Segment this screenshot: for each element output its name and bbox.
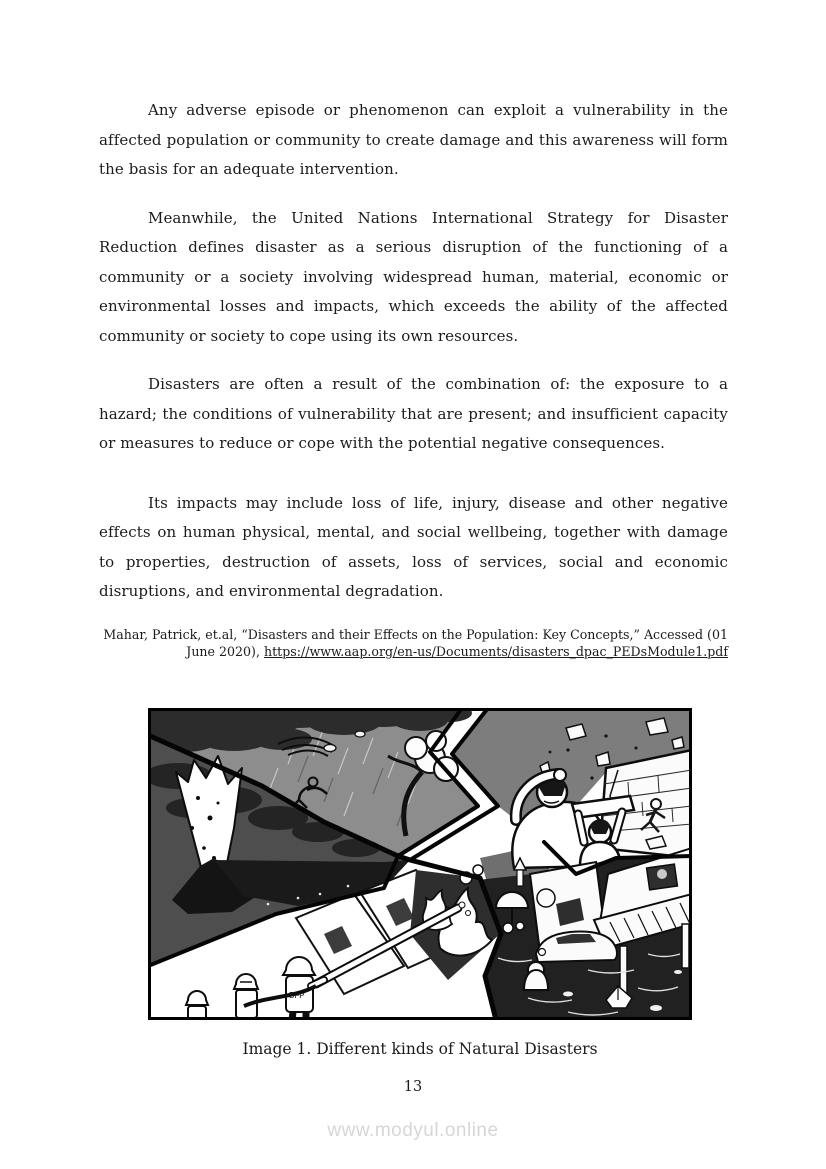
watermark: www.modyul.online bbox=[327, 1120, 499, 1141]
citation-line1: Mahar, Patrick, et.al, “Disasters and their Effects on the Population: Key Concepts,” Accessed (01 bbox=[103, 626, 728, 642]
paragraph-3: Disasters are often a result of the combination of: the exposure to a hazard; the conditions of vulnerability that are present; and insufficient capacity or measures to reduce or cope with the potential negative consequences. bbox=[99, 375, 728, 452]
disaster-collage-figure bbox=[148, 708, 692, 1020]
bfp-jacket-label: BFP bbox=[289, 991, 305, 1000]
paragraph-4: Its impacts may include loss of life, injury, disease and other negative effects on human physical, mental, and social wellbeing, together with damage to properties, destruction of assets, loss of services, social and economic disruptions, and environmental degradation. bbox=[99, 493, 728, 600]
paragraph-2: Meanwhile, the United Nations International Strategy for Disaster Reduction defines disaster as a serious disruption of the functioning of a community or a society involving widespread human, material, economic or environmental losses and impacts, which exceeds the ability of the affected community or society to cope using its own resources. bbox=[99, 208, 728, 345]
citation-line2-prefix: June 2020), bbox=[186, 644, 264, 659]
text-column bbox=[99, 96, 728, 661]
citation bbox=[99, 626, 728, 661]
image-caption: Image 1. Different kinds of Natural Disasters bbox=[242, 1040, 598, 1058]
disaster-collage-svg bbox=[148, 708, 692, 1020]
paragraph-1: Any adverse episode or phenomenon can exploit a vulnerability in the affected population or community to create damage and this awareness will form the basis for an adequate intervention. bbox=[99, 101, 728, 178]
citation-link[interactable]: https://www.aap.org/en-us/Documents/disasters_dpac_PEDsModule1.pdf bbox=[263, 644, 728, 659]
page-number: 13 bbox=[403, 1079, 423, 1095]
